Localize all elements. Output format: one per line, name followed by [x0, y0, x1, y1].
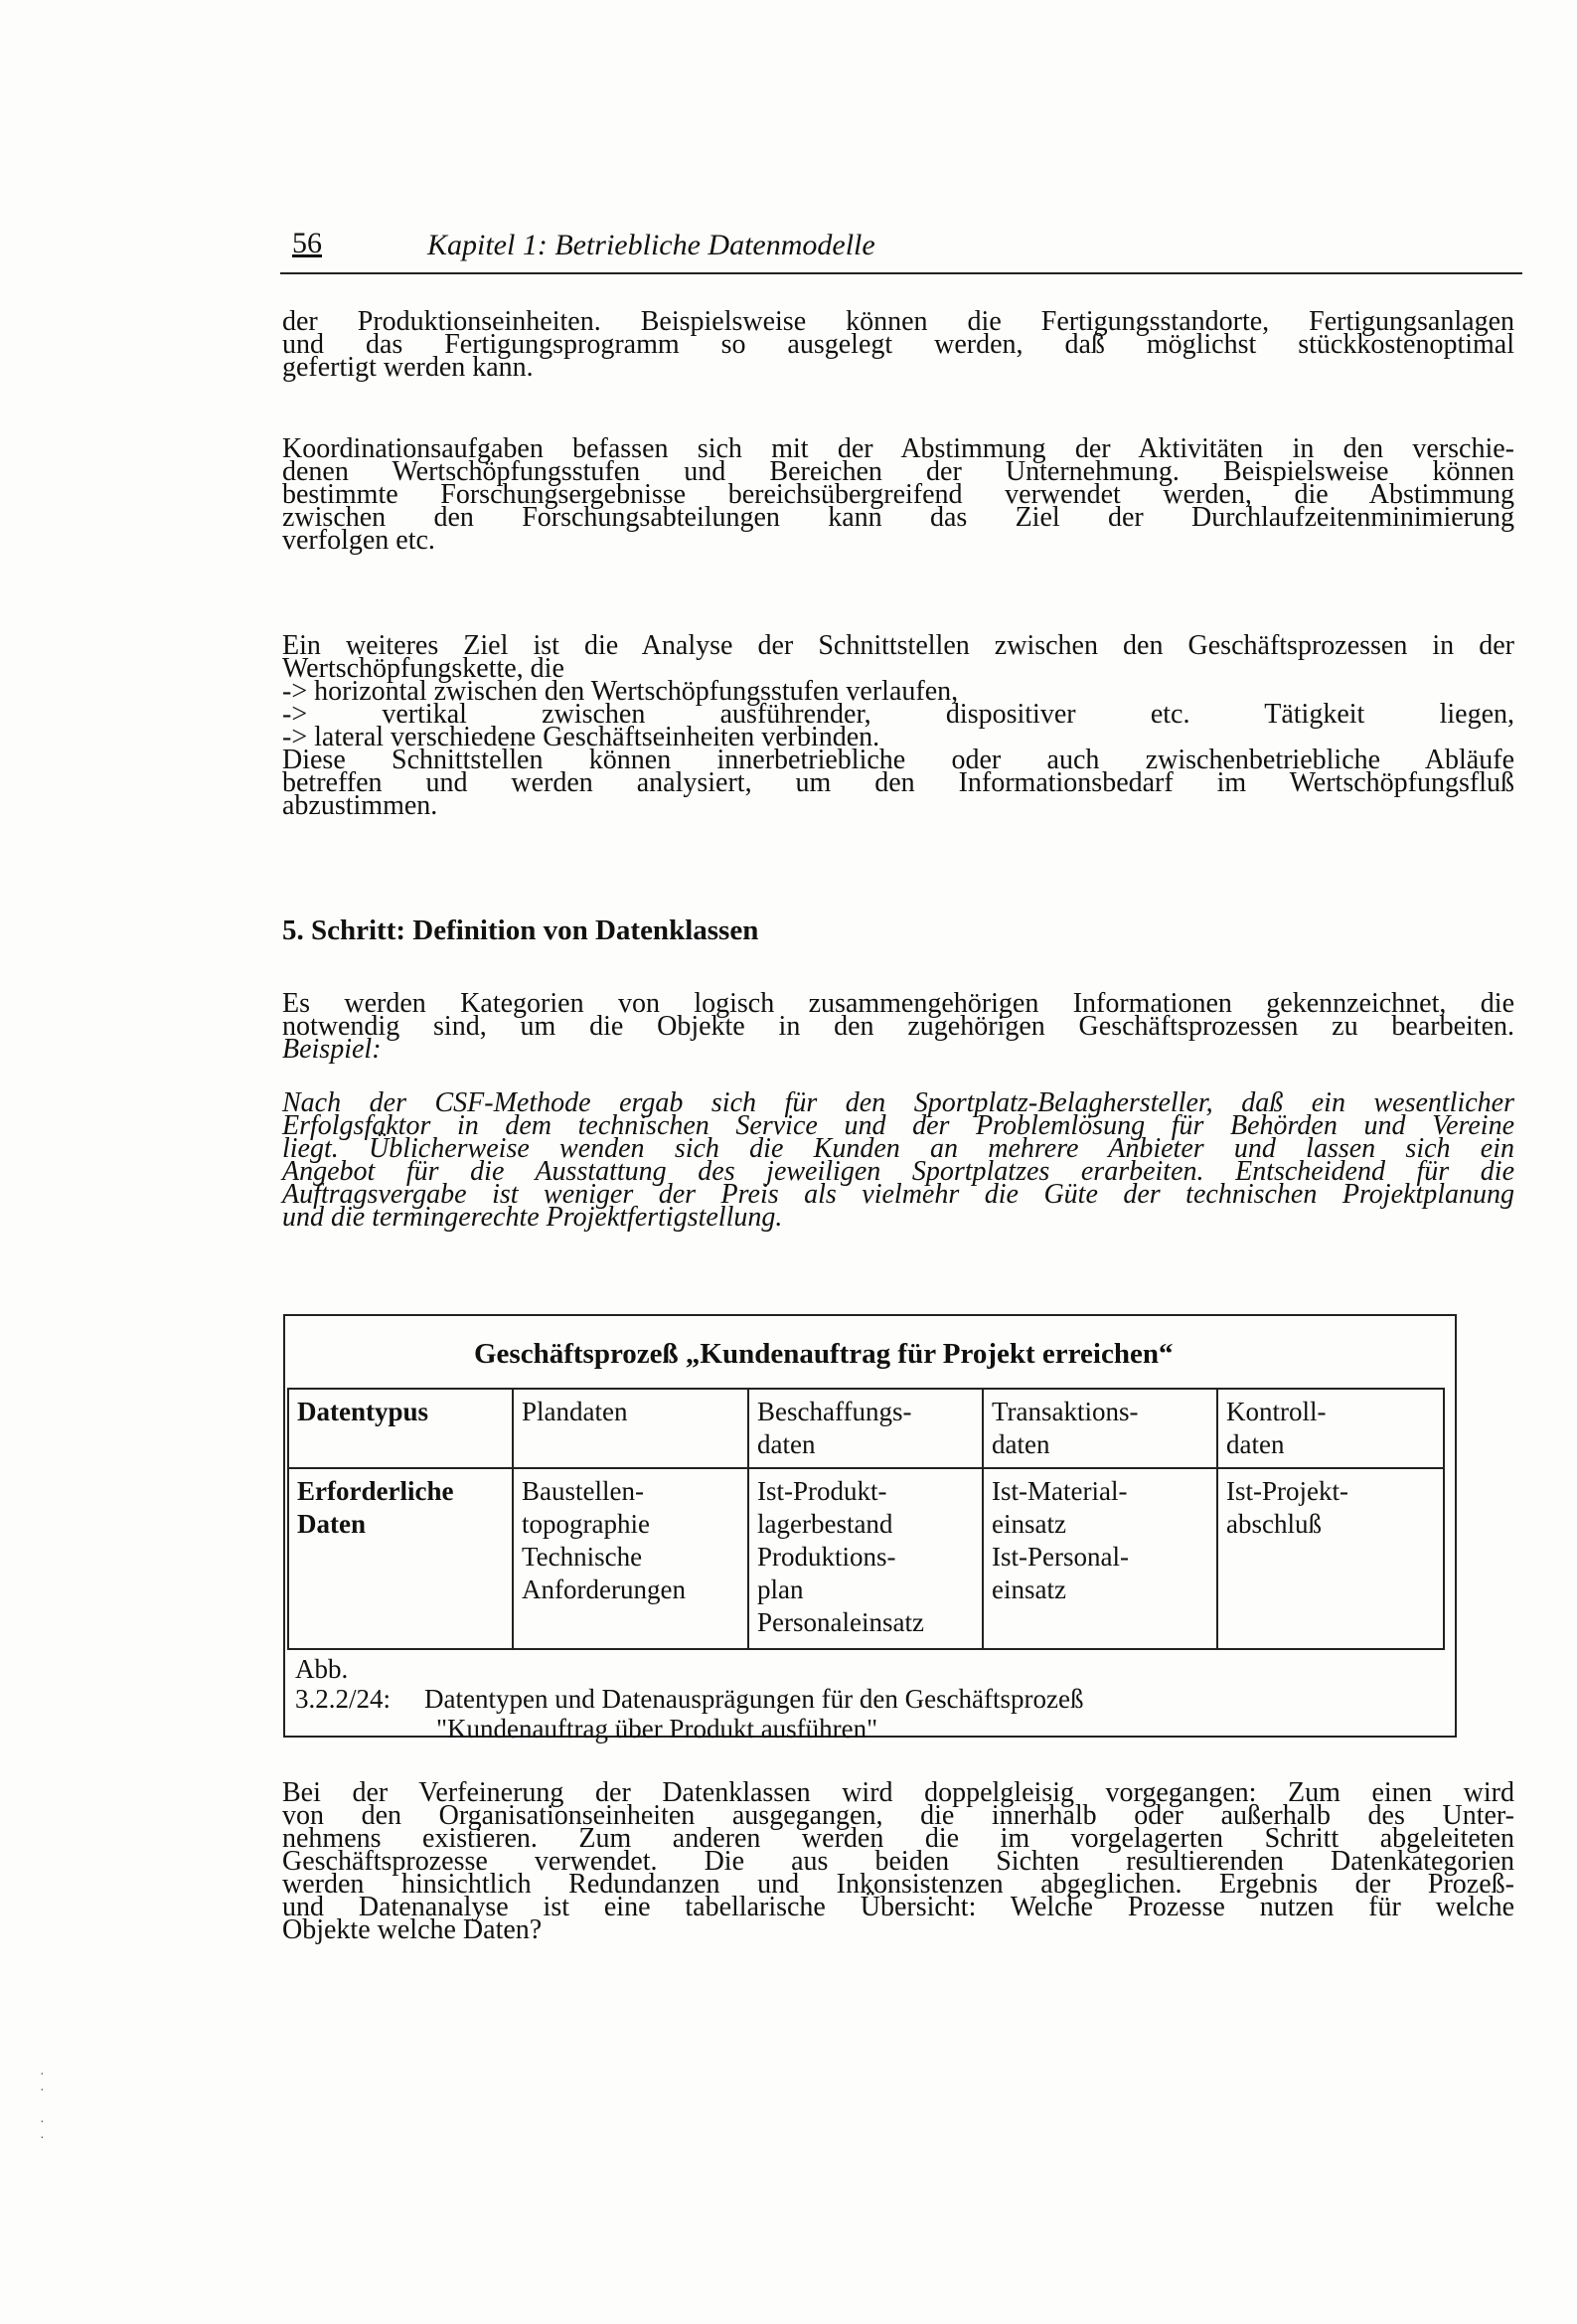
text-line: Nach der CSF-Methode ergab sich für den Sportplatz-Belaghersteller, daß ein wesentlicher — [282, 1087, 1514, 1118]
text-line: Es werden Kategorien von logisch zusammengehörigen Informationen gekennzeichnet, die — [282, 988, 1514, 1019]
table-cell — [1217, 1389, 1444, 1468]
table-cell — [983, 1389, 1217, 1468]
text-line: Objekte welche Daten? — [282, 1914, 543, 1945]
data-types-table — [287, 1388, 1445, 1650]
text-line: verfolgen etc. — [282, 525, 435, 556]
text-line: Erfolgsfaktor in dem technischen Service und der Problemlösung für Behörden und Vereine — [282, 1110, 1514, 1141]
list-item: -> lateral verschiedene Geschäftseinheiten verbinden. — [282, 722, 880, 752]
table-cell — [748, 1468, 983, 1649]
cell-text: Ist-Projekt- abschluß — [1226, 1476, 1348, 1539]
text-line: von den Organisationseinheiten ausgegangen, die innerhalb oder außerhalb des Unter- — [282, 1800, 1514, 1831]
text-line: Koordinationsaufgaben befassen sich mit der Abstimmung der Aktivitäten in den verschie- — [282, 433, 1514, 464]
caption-label: Abb. 3.2.2/24: — [295, 1654, 392, 1714]
text-line: Bei der Verfeinerung der Datenklassen wird doppelgleisig vorgegangen: Zum einen wird — [282, 1777, 1514, 1808]
table-cell — [513, 1389, 748, 1468]
cell-text: Ist-Material- einsatz Ist-Personal- einsatz — [992, 1476, 1129, 1604]
table-cell — [513, 1468, 748, 1649]
table-cell — [748, 1389, 983, 1468]
example-label: Beispiel: — [282, 1034, 382, 1065]
cell-text: Datentypus — [297, 1397, 429, 1426]
page-number: 56 — [292, 227, 322, 259]
cell-text: Plandaten — [522, 1397, 628, 1426]
table-cell — [1217, 1468, 1444, 1649]
text-line: nehmens existieren. Zum anderen werden die im vorgelagerten Schritt abgeleiteten — [282, 1823, 1514, 1854]
table-row — [288, 1389, 1444, 1468]
scan-specks: · · · · — [40, 2068, 45, 2146]
example-text — [282, 1087, 1514, 1233]
cell-text: Transaktions- daten — [992, 1397, 1139, 1459]
cell-text: Baustellen- topographie Technische Anforderungen — [522, 1476, 686, 1604]
page-header — [280, 227, 1522, 274]
figure-table-box — [283, 1314, 1457, 1743]
section-heading: 5. Schritt: Definition von Datenklassen — [282, 914, 759, 946]
table-header-cell — [288, 1468, 513, 1649]
text-line: Geschäftsprozesse verwendet. Die aus beiden Sichten resultierenden Datenkategorien — [282, 1846, 1514, 1877]
text-line: Ein weiteres Ziel ist die Analyse der Schnittstellen zwischen den Geschäftsprozessen in der — [282, 630, 1514, 661]
text-line: und Datenanalyse ist eine tabellarische Übersicht: Welche Prozesse nutzen für welche — [282, 1892, 1514, 1922]
text-line: betreffen und werden analysiert, um den Informationsbedarf im Wertschöpfungsfluß — [282, 767, 1514, 798]
text-line: gefertigt werden kann. — [282, 352, 534, 383]
cell-text: Kontroll- daten — [1226, 1397, 1327, 1459]
text-line: Angebot für die Ausstattung des jeweiligen Sportplatzes erarbeiten. Entscheidend für die — [282, 1156, 1514, 1187]
text-line: und das Fertigungsprogramm so ausgelegt werden, daß möglichst stückkostenoptimal — [282, 329, 1514, 360]
cell-text: Ist-Produkt- lagerbestand Produktions- plan Personaleinsatz — [757, 1476, 924, 1637]
figure-caption — [295, 1654, 1084, 1743]
paragraph-1 — [282, 306, 1514, 383]
list-item: -> vertikal zwischen ausführender, dispositiver etc. Tätigkeit liegen, — [282, 699, 1514, 730]
text-line: abzustimmen. — [282, 790, 438, 821]
text-line: bestimmte Forschungsergebnisse bereichsübergreifend verwendet werden, die Abstimmung — [282, 479, 1514, 510]
table-title: Geschäftsprozeß „Kundenauftrag für Projekt erreichen“ — [474, 1338, 1174, 1370]
text-line: Wertschöpfungskette, die — [282, 653, 564, 684]
text-line: und die termingerechte Projektfertigstellung. — [282, 1202, 783, 1233]
text-line: zwischen den Forschungsabteilungen kann das Ziel der Durchlaufzeitenminimierung — [282, 502, 1514, 533]
chapter-title: Kapitel 1: Betriebliche Datenmodelle — [427, 229, 875, 261]
text-line: der Produktionseinheiten. Beispielsweise können die Fertigungsstandorte, Fertigungsanlagen — [282, 306, 1514, 337]
cell-text: Beschaffungs- daten — [757, 1397, 912, 1459]
paragraph-4 — [282, 988, 1514, 1065]
table-row — [288, 1468, 1444, 1649]
text-line: liegt. Üblicherweise wenden sich die Kunden an mehrere Anbieter und lassen sich ein — [282, 1133, 1514, 1164]
paragraph-2 — [282, 433, 1514, 556]
text-line: Diese Schnittstellen können innerbetriebliche oder auch zwischenbetriebliche Abläufe — [282, 745, 1514, 775]
table-title-row — [285, 1316, 1455, 1390]
list-item: -> horizontal zwischen den Wertschöpfungsstufen verlaufen, — [282, 676, 959, 707]
table-header-cell — [288, 1389, 513, 1468]
text-line: denen Wertschöpfungsstufen und Bereichen der Unternehmung. Beispielsweise können — [282, 456, 1514, 487]
paragraph-3 — [282, 630, 1514, 821]
text-line: Auftragsvergabe ist weniger der Preis als vielmehr die Güte der technischen Projektplanung — [282, 1179, 1514, 1210]
caption-line: "Kundenauftrag über Produkt ausführen" — [436, 1714, 878, 1743]
table-cell — [983, 1468, 1217, 1649]
cell-text: Erforderliche Daten — [297, 1476, 454, 1539]
paragraph-5 — [282, 1777, 1514, 1945]
caption-line: Datentypen und Datenausprägungen für den Geschäftsprozeß — [424, 1684, 1084, 1714]
text-line: werden hinsichtlich Redundanzen und Inkonsistenzen abgeglichen. Ergebnis der Prozeß- — [282, 1869, 1514, 1900]
text-line: notwendig sind, um die Objekte in den zugehörigen Geschäftsprozessen zu bearbeiten. — [282, 1011, 1514, 1042]
